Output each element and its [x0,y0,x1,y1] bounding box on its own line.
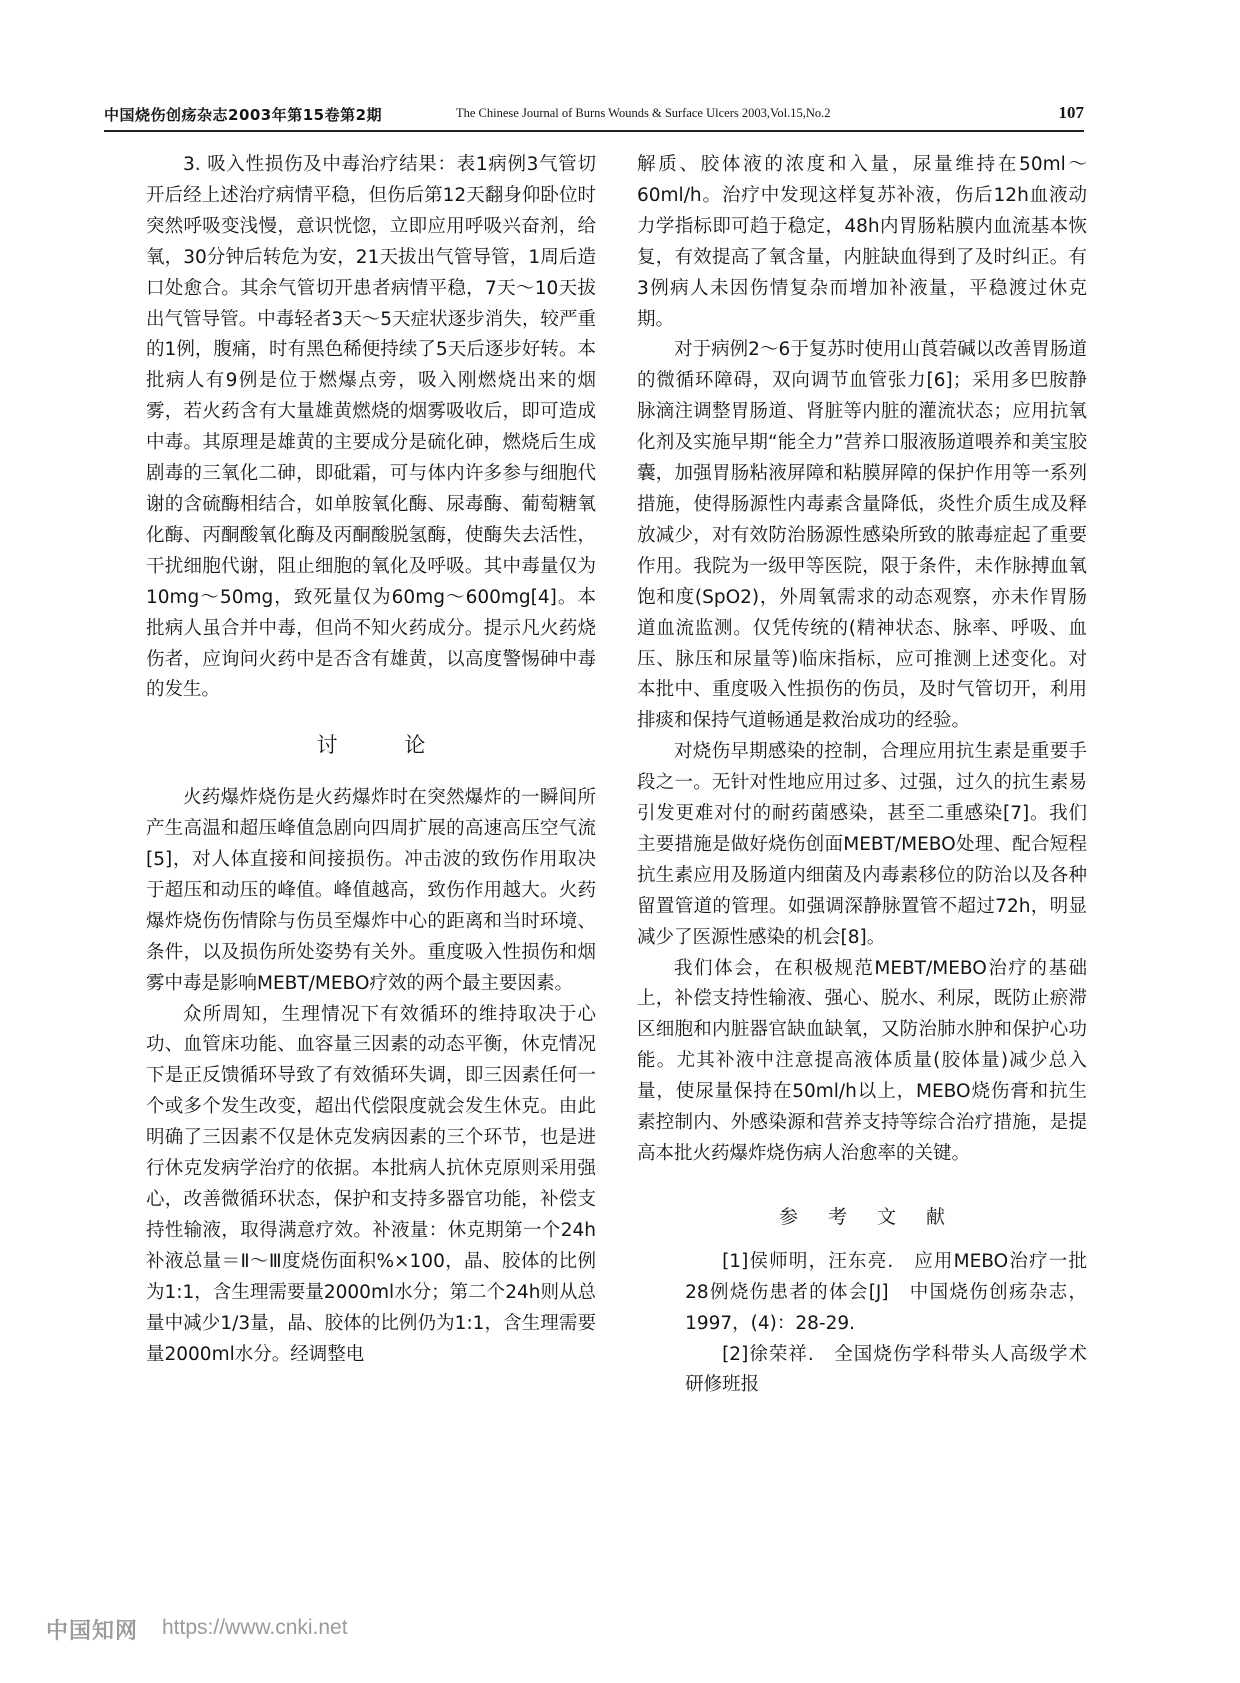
reference-item: [1]侯师明，汪东亮. 应用MEBO治疗一批28例烧伤患者的体会[J] 中国烧伤创疡杂志，1997，(4)：28-29. [685,1250,1087,1334]
discussion-heading: 讨 论 [316,733,456,758]
results-paragraph: 3. 吸入性损伤及中毒治疗结果：表1病例3气管切开后经上述治疗病情平稳，但伤后第12天翻身仰卧位时突然呼吸变浅慢，意识恍惚，立即应用呼吸兴奋剂，给氧，30分钟后转危为安，21天拔出气管导管，1周后造口处愈合。其余气管切开患者病情平稳，7天～10天拔出气管导管。中毒轻者3天～5天症状逐步消失，较严重的1例，腹痛，时有黑色稀便持续了5天后逐步好转。本批病人有9例是位于燃爆点旁，吸入刚燃烧出来的烟雾，若火药含有大量雄黄燃烧的烟雾吸收后，即可造成中毒。其原理是雄黄的主要成分是硫化砷，燃烧后生成剧毒的三氧化二砷，即砒霜，可与体内许多参与细胞代谢的含硫酶相结合，如单胺氧化酶、尿毒酶、葡萄糖氧化酶、丙酮酸氧化酶及丙酮酸脱氢酶，使酶失去活性，干扰细胞代谢，阻止细胞的氧化及呼吸。其中毒量仅为10mg～50mg，致死量仅为60mg～600mg[4]。本批病人虽合并中毒，但尚不知火药成分。提示凡火药烧伤者，应询问火药中是否含有雄黄，以高度警惕砷中毒的发生。 [146,154,596,701]
right-column [637,150,1087,1401]
reference-item: [2]徐荣祥. 全国烧伤学科带头人高级学术研修班报 [685,1343,1087,1396]
watermark-footer [46,1614,546,1650]
conclusion-paragraph: 我们体会，在积极规范MEBT/MEBO治疗的基础上，补偿支持性输液、强心、脱水、利尿，既防止瘀滞区细胞和内脏器官缺血缺氧，又防治肺水肿和保护心功能。尤其补液中注意提高液体质量(胶体量)减少总入量，使尿量保持在50ml/h以上，MEBO烧伤膏和抗生素控制内、外感染源和营养支持等综合治疗措施，是提高本批火药爆炸烧伤病人治愈率的关键。 [637,957,1087,1164]
discussion-paragraph-1: 火药爆炸烧伤是火药爆炸时在突然爆炸的一瞬间所产生高温和超压峰值急剧向四周扩展的高速高压空气流[5]，对人体直接和间接损伤。冲击波的致伤作用取决于超压和动压的峰值。峰值越高，致伤作用越大。火药爆炸烧伤伤情除与伤员至爆炸中心的距离和当时环境、条件，以及损伤所处姿势有关外。重度吸入性损伤和烟雾中毒是影响MEBT/MEBO疗效的两个最主要因素。 [146,787,596,994]
left-column [146,150,596,1370]
continued-paragraph: 解质、胶体液的浓度和入量，尿量维持在50ml～60ml/h。治疗中发现这样复苏补液，伤后12h血液动力学指标即可趋于稳定，48h内胃肠粘膜内血流基本恢复，有效提高了氧含量，内脏缺血得到了及时纠正。有3例病人未因伤情复杂而增加补液量，平稳渡过休克期。 [637,154,1087,330]
cnki-url-link[interactable]: https://www.cnki.net [162,1616,348,1639]
discussion-paragraph-2: 众所周知，生理情况下有效循环的维持取决于心功、血管床功能、血容量三因素的动态平衡，休克情况下是正反馈循环导致了有效循环失调，即三因素任何一个或多个发生改变，超出代偿限度就会发生休克。由此明确了三因素不仅是休克发病因素的三个环节，也是进行休克发病学治疗的依据。本批病人抗休克原则采用强心，改善微循环状态，保护和支持多器官功能，补偿支持性输液，取得满意疗效。补液量：休克期第一个24h补液总量＝Ⅱ～Ⅲ度烧伤面积%×100，晶、胶体的比例为1:1，含生理需要量2000ml水分；第二个24h则从总量中减少1/3量，晶、胶体的比例仍为1:1，含生理需要量2000ml水分。经调整电 [146,1003,596,1365]
discussion-paragraph-4: 对烧伤早期感染的控制，合理应用抗生素是重要手段之一。无针对性地应用过多、过强，过久的抗生素易引发更难对付的耐药菌感染，甚至二重感染[7]。我们主要措施是做好烧伤创面MEBT/MEBO处理、配合短程抗生素应用及肠道内细菌及内毒素移位的防治以及各种留置管道的管理。如强调深静脉置管不超过72h，明显减少了医源性感染的机会[8]。 [637,741,1087,948]
journal-name-cn: 中国烧伤创疡杂志2003年第15卷第2期 [104,106,383,124]
header-rule [104,130,1084,132]
page-number: 107 [1058,103,1084,122]
cnki-logo: 中国知网 [46,1619,139,1644]
journal-name-en: The Chinese Journal of Burns Wounds & Surface Ulcers 2003,Vol.15,No.2 [456,106,831,120]
references-heading: 参 考 文 献 [778,1205,958,1228]
running-header [104,100,1084,126]
discussion-paragraph-3: 对于病例2～6于复苏时使用山莨菪碱以改善胃肠道的微循环障碍，双向调节血管张力[6]；采用多巴胺静脉滴注调整胃肠道、肾脏等内脏的灌流状态；应用抗氧化剂及实施早期“能全力”营养口服液肠道喂养和美宝胶囊，加强胃肠粘液屏障和粘膜屏障的保护作用等一系列措施，使得肠源性内毒素含量降低，炎性介质生成及释放减少，对有效防治肠源性感染所致的脓毒症起了重要作用。我院为一级甲等医院，限于条件，未作脉搏血氧饱和度(SpO2)，外周氧需求的动态观察，亦未作胃肠道血流监测。仅凭传统的(精神状态、脉率、呼吸、血压、脉压和尿量等)临床指标，应可推测上述变化。对本批中、重度吸入性损伤的伤员，及时气管切开，利用排痰和保持气道畅通是救治成功的经验。 [637,339,1087,732]
